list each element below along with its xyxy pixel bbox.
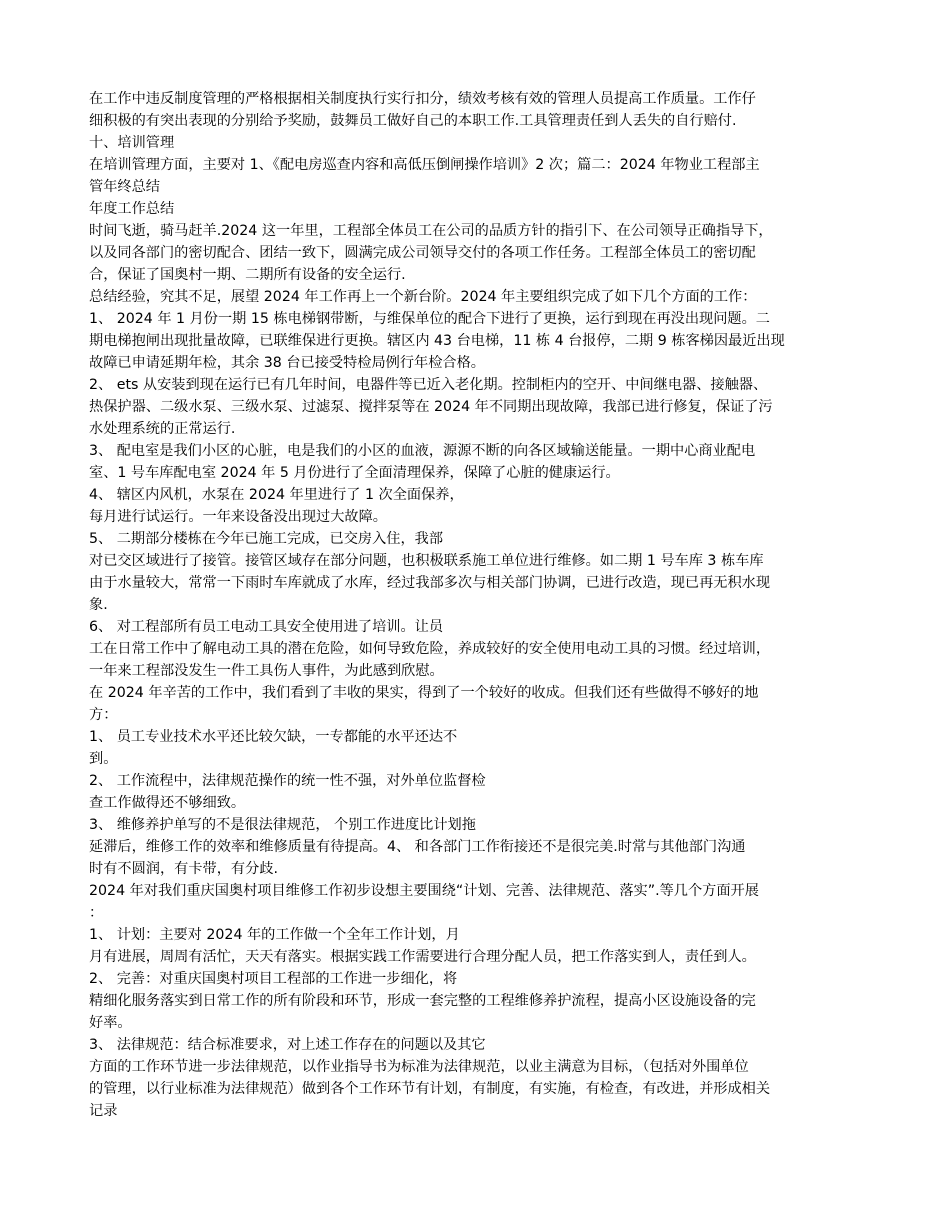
text-line: 管年终总结 xyxy=(89,179,160,195)
text-line: 以及同各部门的密切配合、团结一致下，圆满完成公司领导交付的各项工作任务。工程部全体员工的密切配 xyxy=(89,245,756,261)
text-line: 在培训管理方面，主要对 1、《配电房巡查内容和高低压倒闸操作培训》2 次；篇二：2024 年物业工程部主 xyxy=(89,157,760,173)
text-line: 热保护器、二级水泵、三级水泵、过滤泵、搅拌泵等在 2024 年不同期出现故障，我部已进行修复，保证了污 xyxy=(89,399,773,415)
text-line: 每月进行试运行。一年来设备没出现过大故障。 xyxy=(89,509,387,525)
text-line: 在 2024 年辛苦的工作中，我们看到了丰收的果实，得到了一个较好的收成。但我们还有些做得不够好的地 xyxy=(89,685,759,701)
text-line: 工在日常工作中了解电动工具的潜在危险，如何导致危险，养成较好的安全使用电动工具的习惯。经过培训， xyxy=(89,641,771,657)
text-line: ： xyxy=(89,905,104,921)
list-item: 2、 ets 从安装到现在运行已有几年时间，电器件等已近入老化期。控制柜内的空开、中间继电器、接触器、 xyxy=(89,377,768,393)
text-line: 一年来工程部没发生一件工具伤人事件，为此感到欣慰。 xyxy=(89,663,444,679)
section-heading: 年度工作总结 xyxy=(89,201,175,217)
list-item: 4、 辖区内风机，水泵在 2024 年里进行了 1 次全面保养， xyxy=(89,487,464,503)
list-item: 3、 配电室是我们小区的心脏，电是我们的小区的血液，源源不断的向各区域输送能量。一期中心商业配电 xyxy=(89,443,756,459)
list-item: 3、 维修养护单写的不是很法律规范， 个别工作进度比计划拖 xyxy=(89,817,476,833)
text-line: 时间飞逝，骑马赶羊.2024 这一年里，工程部全体员工在公司的品质方针的指引下、在公司领导正确指导下， xyxy=(89,223,773,239)
list-item: 1、 员工专业技术水平还比较欠缺，一专都能的水平还达不 xyxy=(89,729,458,745)
text-line: 时有不圆润，有卡带，有分歧. xyxy=(89,861,278,877)
text-line: 期电梯抱闸出现批量故障，已联维保进行更换。辖区内 43 台电梯，11 栋 4 台报停，二期 9 栋客梯因最近出现 xyxy=(89,333,785,349)
text-line: 记录 xyxy=(89,1103,118,1119)
list-item: 3、 法律规范：结合标准要求，对上述工作存在的问题以及其它 xyxy=(89,1037,486,1053)
text-line: 月有进展，周周有活忙，天天有落实。根据实践工作需要进行合理分配人员，把工作落实到人，责任到人。 xyxy=(89,949,756,965)
section-heading: 十、培训管理 xyxy=(89,135,175,151)
text-line: 到。 xyxy=(89,751,118,767)
text-line: 总结经验，究其不足，展望 2024 年工作再上一个新台阶。2024 年主要组织完成了如下几个方面的工作： xyxy=(89,289,757,305)
text-line: 对已交区域进行了接管。接管区域存在部分问题，也积极联系施工单位进行维修。如二期 1 号车库 3 栋车库 xyxy=(89,553,764,569)
text-line: 方面的工作环节进一步法律规范，以作业指导书为标准为法律规范，以业主满意为目标，（包括对外围单位 xyxy=(89,1059,749,1075)
text-line: 2024 年对我们重庆国奥村项目维修工作初步设想主要围绕“计划、完善、法律规范、落实”.等几个方面开展 xyxy=(89,883,759,899)
text-line: 在工作中违反制度管理的严格根据相关制度执行实行扣分，绩效考核有效的管理人员提高工作质量。工作仔 xyxy=(89,91,756,107)
text-line: 故障已申请延期年检，其余 38 台已接受特检局例行年检合格。 xyxy=(89,355,485,371)
text-line: 查工作做得还不够细致。 xyxy=(89,795,246,811)
text-line: 细积极的有突出表现的分别给予奖励，鼓舞员工做好自己的本职工作.工具管理责任到人丢失的自行赔付. xyxy=(89,113,737,129)
text-line: 合，保证了国奥村一期、二期所有设备的安全运行. xyxy=(89,267,406,283)
list-item: 2、 完善：对重庆国奥村项目工程部的工作进一步细化，将 xyxy=(89,971,458,987)
text-line: 延滞后，维修工作的效率和维修质量有待提高。4、 和各部门工作衔接还不是很完美.时常与其他部门沟通 xyxy=(89,839,746,855)
list-item: 5、 二期部分楼栋在今年已施工完成，已交房入住，我部 xyxy=(89,531,444,547)
text-line: 好率。 xyxy=(89,1015,132,1031)
list-item: 6、 对工程部所有员工电动工具安全使用进了培训。让员 xyxy=(89,619,444,635)
text-line: 精细化服务落实到日常工作的所有阶段和环节，形成一套完整的工程维修养护流程，提高小区设施设备的完 xyxy=(89,993,756,1009)
list-item: 2、 工作流程中，法律规范操作的统一性不强，对外单位监督检 xyxy=(89,773,486,789)
text-line: 象. xyxy=(89,597,108,613)
list-item: 1、 计划：主要对 2024 年的工作做一个全年工作计划，月 xyxy=(89,927,460,943)
text-line: 水处理系统的正常运行. xyxy=(89,421,236,437)
text-line: 室、1 号车库配电室 2024 年 5 月份进行了全面清理保养，保障了心脏的健康运行。 xyxy=(89,465,620,481)
document-page xyxy=(89,88,864,1122)
text-line: 由于水量较大，常常一下雨时车库就成了水库，经过我部多次与相关部门协调，已进行改造，现已再无积水现 xyxy=(89,575,771,591)
text-line: 的管理，以行业标准为法律规范）做到各个工作环节有计划，有制度，有实施，有检查，有改进，并形成相关 xyxy=(89,1081,771,1097)
list-item: 1、 2024 年 1 月份一期 15 栋电梯钢带断，与维保单位的配合下进行了更换，运行到现在再没出现问题。二 xyxy=(89,311,770,327)
text-line: 方： xyxy=(89,707,118,723)
